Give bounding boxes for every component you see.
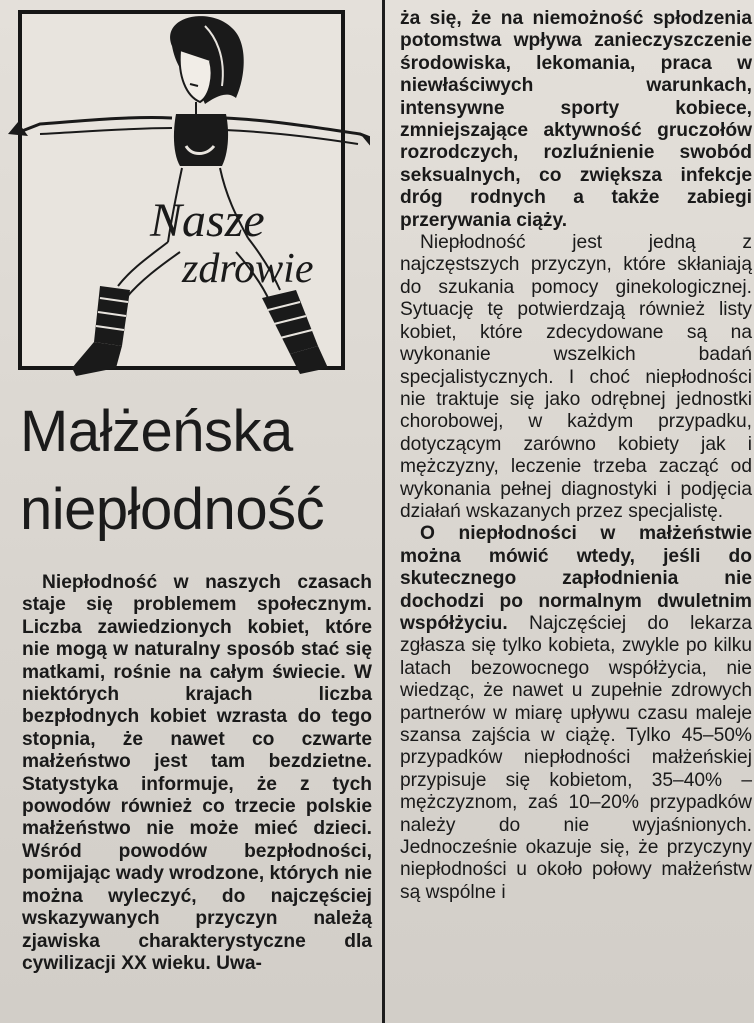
dancing-woman-illustration [0,6,370,386]
illustration-label-line1: Nasze [150,194,265,247]
right-column [400,8,752,904]
lead-continuation: ża się, że na niemożność spłodzenia potomstwa wpływa zanieczyszczenie środowiska, lekomania, praca w niewłaściwych warunkach, intensywne sporty kobiece, zmniejszające aktywność gruczołów rozrodczych, rozluźnienie swobód seksualnych, co zwiększa infekcje dróg rodnych a także zabiegi przerywania ciąży. [400,8,752,231]
illustration-frame [18,10,345,370]
title-line-1: Małżeńska [20,399,293,464]
title-line-2: niepłodność [20,477,325,542]
column-divider [382,0,385,1023]
paragraph-2: Niepłodność jest jedną z najczęstszych przyczyn, które skłaniają do szukania pomocy ginekologicznej. Sytuację tę potwierdzają również listy kobiet, które zdecydowane są na wykonanie wszelkich badań specjalistycznych. I choć niepłodności nie traktuje się jako odrębnej jednostki chorobowej, w każdym przypadku, dotyczącym zarówno kobiety jak i mężczyzny, leczenie trzeba zacząć od wykonania pełnej diagnostyki i podjęcia działań wskazanych przez specjalistę. [400,232,752,522]
illustration-label-line2: zdrowie [182,246,314,292]
left-column [22,572,372,975]
paragraph-3-rest: Najczęściej do lekarza zgłasza się tylko kobieta, zwykle po kilku latach bezowocnego współżycia, nie wiedząc, że nawet u zupełnie zdrowych partnerów w miarę upływu czasu maleje szansa zajścia w ciążę. Tylko 45–50% przypadków niepłodności małżeńskiej przypisuje się kobietom, 35–40% – mężczyznom, zaś 10–20% przypadków należy do nie wyjaśnionych. Jednocześnie okazuje się, że przyczyny niepłodności u około połowy małżeństw są wspólne i [400,612,752,903]
paragraph-3 [400,523,752,904]
lead-paragraph: Niepłodność w naszych czasach staje się problemem społecznym. Liczba zawiedzionych kobiet, które nie mogą w naturalny sposób stać się matkami, rośnie na całym świecie. W niektórych krajach liczba bezpłodnych kobiet wzrasta do tego stopnia, że nawet co czwarte małżeństwo jest tam bezdzietne. Statystyka informuje, że z tych powodów również co trzecie polskie małżeństwo nie może mieć dzieci. Wśród powodów bezpłodności, pomijając wady wrodzone, których nie można wyleczyć, do najczęściej wskazywanych przyczyn należą zjawiska charakterystyczne dla cywilizacji XX wieku. Uwa- [22,572,372,974]
paragraph-3-bold: O niepłodności w małżeństwie można mówić wtedy, jeśli do skutecznego zapłodnienia nie dochodzi po normalnym dwuletnim współżyciu. [400,523,752,634]
article-title [20,393,360,549]
